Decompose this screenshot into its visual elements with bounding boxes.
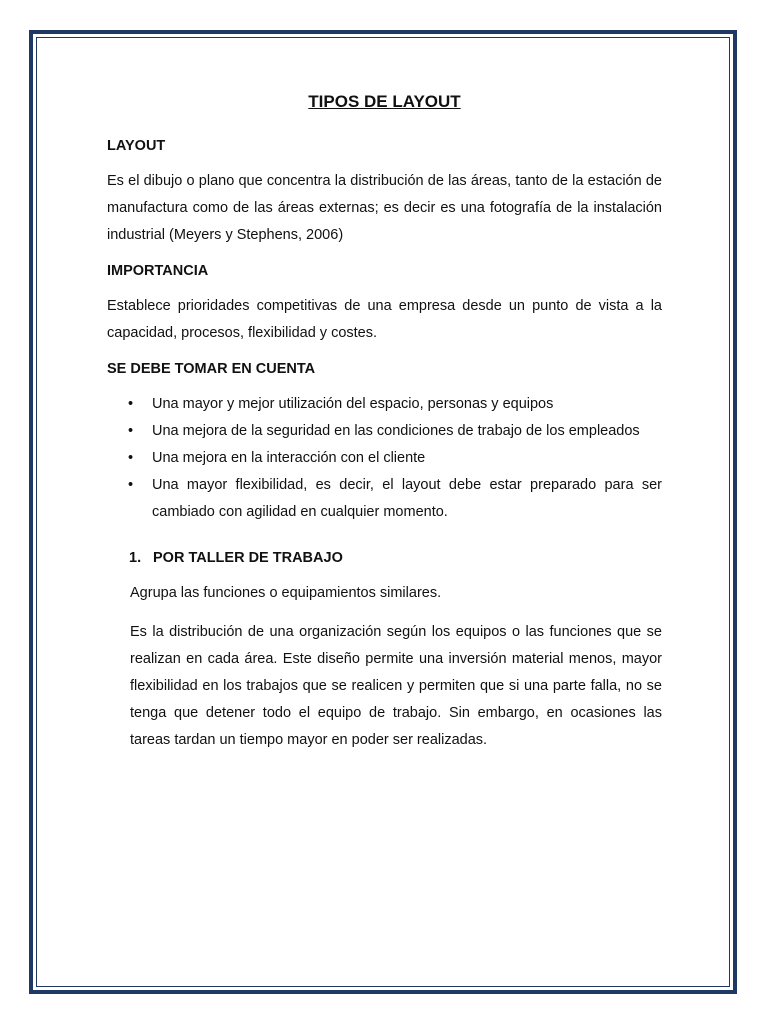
section-number: 1. xyxy=(129,550,142,566)
section-text-layout: Es el dibujo o plano que concentra la distribución de las áreas, tanto de la estación de manufactura como de las áreas externas; es decir es una fotografía de la instalación industrial (Meyers y Stephens, 2006) xyxy=(107,173,662,243)
bullet-icon: • xyxy=(128,477,134,493)
bullet-icon: • xyxy=(128,396,134,412)
section-text-taller-1: Agrupa las funciones o equipamientos similares. xyxy=(130,585,442,601)
section-heading-taller-label: POR TALLER DE TRABAJO xyxy=(153,550,343,566)
section-heading-tomar-en-cuenta: SE DEBE TOMAR EN CUENTA xyxy=(107,361,316,377)
section-heading-layout: LAYOUT xyxy=(107,138,166,154)
section-heading-importancia: IMPORTANCIA xyxy=(107,263,209,279)
bullet-icon: • xyxy=(128,450,134,466)
list-item: • Una mayor y mejor utilización del espacio, personas y equipos xyxy=(107,391,662,418)
section-text-importancia: Establece prioridades competitivas de una empresa desde un punto de vista a la capacidad, procesos, flexibilidad y costes. xyxy=(107,298,662,341)
section-text-taller-2: Es la distribución de una organización según los equipos o las funciones que se realizan en cada área. Este diseño permite una inversión material menos, mayor flexibilidad en los trabajos que se realicen y permiten que si una parte falla, no se tenga que detener todo el equipo de trabajo. Sin embargo, en ocasiones las tareas tardan un tiempo mayor en poder ser realizadas. xyxy=(130,624,662,748)
bullet-list xyxy=(107,391,662,526)
document-title: TIPOS DE LAYOUT xyxy=(308,92,461,111)
section-heading-taller xyxy=(129,548,662,568)
list-item: • Una mejora en la interacción con el cliente xyxy=(107,445,662,472)
list-item: • Una mayor flexibilidad, es decir, el layout debe estar preparado para ser cambiado con agilidad en cualquier momento. xyxy=(107,472,662,526)
list-item: • Una mejora de la seguridad en las condiciones de trabajo de los empleados xyxy=(107,418,662,445)
document-body xyxy=(107,90,662,766)
bullet-icon: • xyxy=(128,423,134,439)
